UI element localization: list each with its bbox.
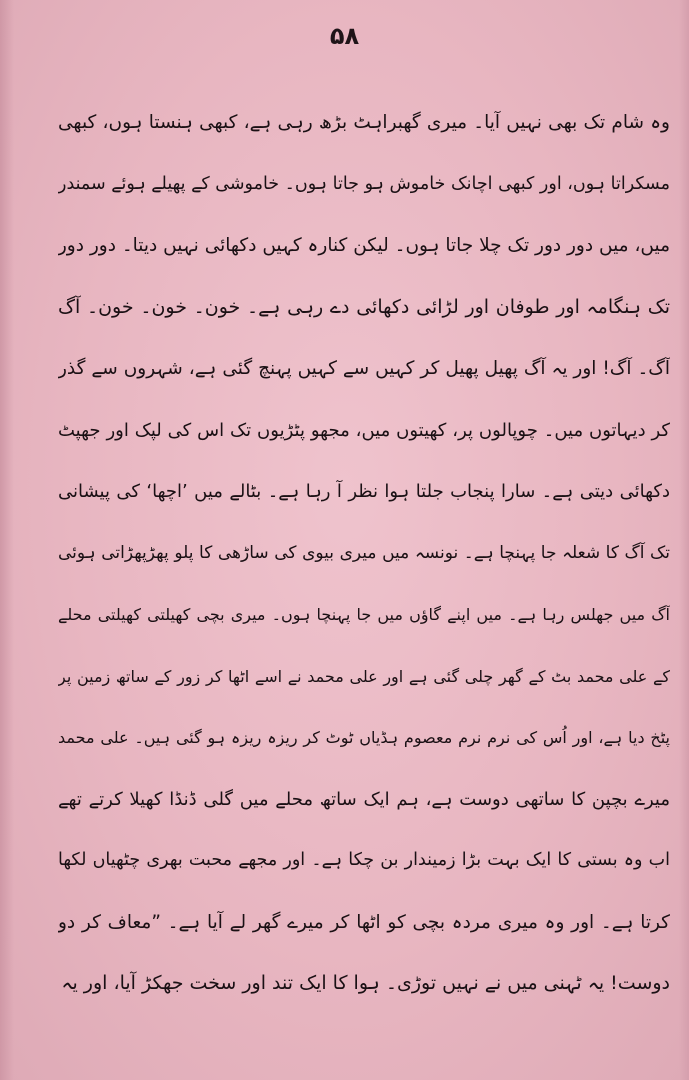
page-number: ۵۸ xyxy=(329,22,360,50)
text-line: دوست! یہ ٹہنی میں نے نہیں توڑی۔ ہوا کا ایک تند اور سخت جھکڑ آیا، اور یہ xyxy=(61,972,670,994)
text-line: کرتا ہے۔ اور وہ میری مردہ بچی کو اٹھا کر میرے گھر لے آیا ہے۔ ”معاف کر دو xyxy=(58,911,670,933)
text-line: مسکراتا ہوں، اور کبھی اچانک خاموش ہو جاتا ہوں۔ خاموشی کے پھیلے ہوئے سمندر xyxy=(58,173,670,194)
text-line: اب وہ بستی کا ایک بہت بڑا زمیندار بن چکا ہے۔ اور مجھے محبت بھری چٹھیاں لکھا xyxy=(58,850,670,870)
text-line: کر دیہاتوں میں۔ چوپالوں پر، کھیتوں میں، مجھو پٹڑیوں تک اس کی لپک اور جھپٹ xyxy=(58,419,670,441)
text-line: میرے بچپن کا ساتھی دوست ہے، ہم ایک ساتھ محلے میں گلی ڈنڈا کھیلا کرتے تھے xyxy=(58,788,670,810)
page-shadow-left xyxy=(0,0,14,1080)
text-line: وہ شام تک بھی نہیں آیا۔ میری گھبراہٹ بڑھ رہی ہے، کبھی ہنستا ہوں، کبھی xyxy=(58,112,670,133)
text-line: آگ میں جھلس رہا ہے۔ میں اپنے گاؤں میں جا پہنچا ہوں۔ میری بچی کھیلتی کھیلتی محلے xyxy=(58,605,670,624)
text-line: تک آگ کا شعلہ جا پہنچا ہے۔ نونسہ میں میری بیوی کی ساڑھی کا پلو پھڑپھڑاتی ہوئی xyxy=(58,542,670,563)
text-line: دکھائی دیتی ہے۔ سارا پنجاب جلتا ہوا نظر آ رہا ہے۔ بٹالے میں ’اچھا‘ کی پیشانی xyxy=(58,481,670,502)
body-text xyxy=(58,92,670,1015)
page-shadow-right xyxy=(679,0,689,1080)
text-line: میں، میں دور دور تک چلا جاتا ہوں۔ لیکن کنارہ کہیں دکھائی نہیں دیتا۔ دور دور xyxy=(58,235,670,256)
text-line: آگ۔ آگ! اور یہ آگ پھیل پھیل کر کہیں سے کہیں پہنچ گئی ہے، شہروں سے گذر xyxy=(58,358,670,379)
text-line: تک ہنگامہ اور طوفان اور لڑائی دکھائی دے رہی ہے۔ خون۔ خون۔ خون۔ آگ xyxy=(58,295,670,318)
text-line: کے علی محمد بٹ کے گھر چلی گئی ہے اور علی محمد نے اسے اٹھا کر زور کے ساتھ زمین پر xyxy=(58,666,670,686)
text-line: پٹخ دیا ہے، اور اُس کی نرم نرم معصوم ہڈیاں ٹوٹ کر ریزہ ریزہ ہو گئی ہیں۔ علی محمد xyxy=(58,728,670,747)
